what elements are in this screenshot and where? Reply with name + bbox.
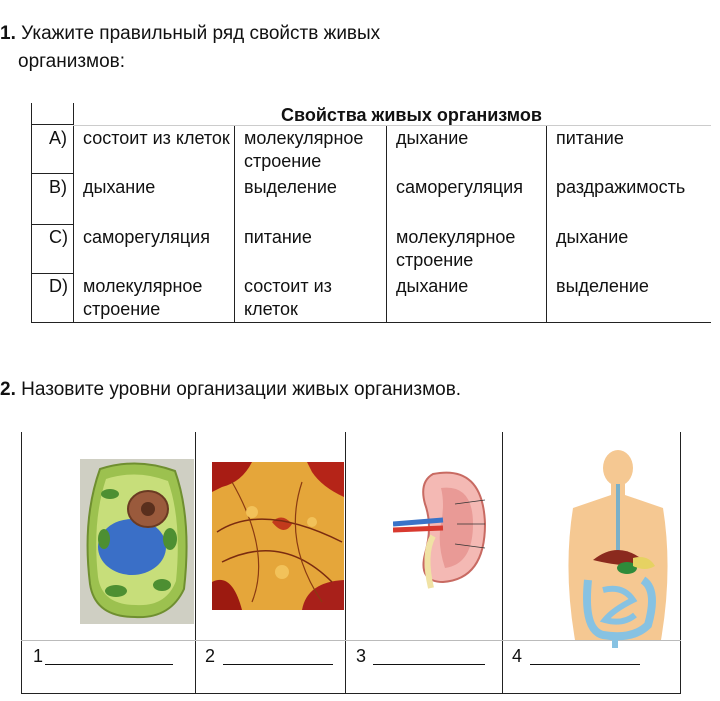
table-border xyxy=(31,124,73,125)
table-cell: дыхание xyxy=(396,276,469,296)
question-2-number: 2. xyxy=(0,379,16,400)
table-cell: саморегуляция xyxy=(396,177,523,197)
table-border xyxy=(680,432,681,694)
table-header: Свойства живых организмов xyxy=(281,105,542,125)
table-cell: питание xyxy=(556,128,624,148)
question-1-text: Укажите правильный ряд свойств живых xyxy=(21,23,381,44)
table-cell: состоит из клеток xyxy=(244,276,332,319)
table-border xyxy=(234,125,235,323)
table-cell: дыхание xyxy=(556,227,629,247)
table-cell: молекулярное строение xyxy=(244,128,364,171)
question-1-text-cont: организмов: xyxy=(18,51,126,72)
kidney-icon xyxy=(393,464,491,590)
levels-table xyxy=(21,432,681,694)
answer-blank[interactable] xyxy=(45,664,173,665)
table-border xyxy=(21,693,681,694)
caption-number: 4 xyxy=(512,646,523,666)
table-border xyxy=(31,224,73,225)
table-cell: выделение xyxy=(556,276,649,296)
table-cell: дыхание xyxy=(396,128,469,148)
table-border xyxy=(546,125,547,323)
table-border xyxy=(195,432,196,694)
table-cell: раздражимость xyxy=(556,177,686,197)
human-organs-icon xyxy=(563,450,673,650)
table-border xyxy=(31,173,73,174)
table-cell: саморегуляция xyxy=(83,227,210,247)
table-border xyxy=(31,273,73,274)
table-cell: молекулярное строение xyxy=(396,227,516,270)
table-cell: молекулярное строение xyxy=(83,276,203,319)
table-border xyxy=(502,432,503,694)
table-border xyxy=(31,322,711,323)
table-border xyxy=(31,103,32,323)
table-cell: питание xyxy=(244,227,312,247)
answer-blank[interactable] xyxy=(373,664,485,665)
answer-blank[interactable] xyxy=(223,664,333,665)
table-border xyxy=(345,432,346,694)
question-1-number: 1. xyxy=(0,23,16,44)
table-cell: дыхание xyxy=(83,177,156,197)
question-2 xyxy=(0,376,461,404)
tissue-icon xyxy=(212,462,344,610)
row-label: A) xyxy=(49,128,67,148)
table-cell: состоит из клеток xyxy=(83,128,230,148)
row-label: C) xyxy=(49,227,68,247)
answer-blank[interactable] xyxy=(530,664,640,665)
caption-number: 1 xyxy=(33,646,44,666)
plant-cell-icon xyxy=(80,459,194,624)
caption-number: 3 xyxy=(356,646,367,666)
caption-number: 2 xyxy=(205,646,216,666)
table-cell: выделение xyxy=(244,177,337,197)
question-2-text: Назовите уровни организации живых организмов. xyxy=(21,379,462,400)
row-label: B) xyxy=(49,177,67,197)
row-label: D) xyxy=(49,276,68,296)
table-border xyxy=(73,103,74,323)
properties-table xyxy=(31,103,711,323)
table-border xyxy=(21,432,22,694)
question-1 xyxy=(0,20,380,76)
